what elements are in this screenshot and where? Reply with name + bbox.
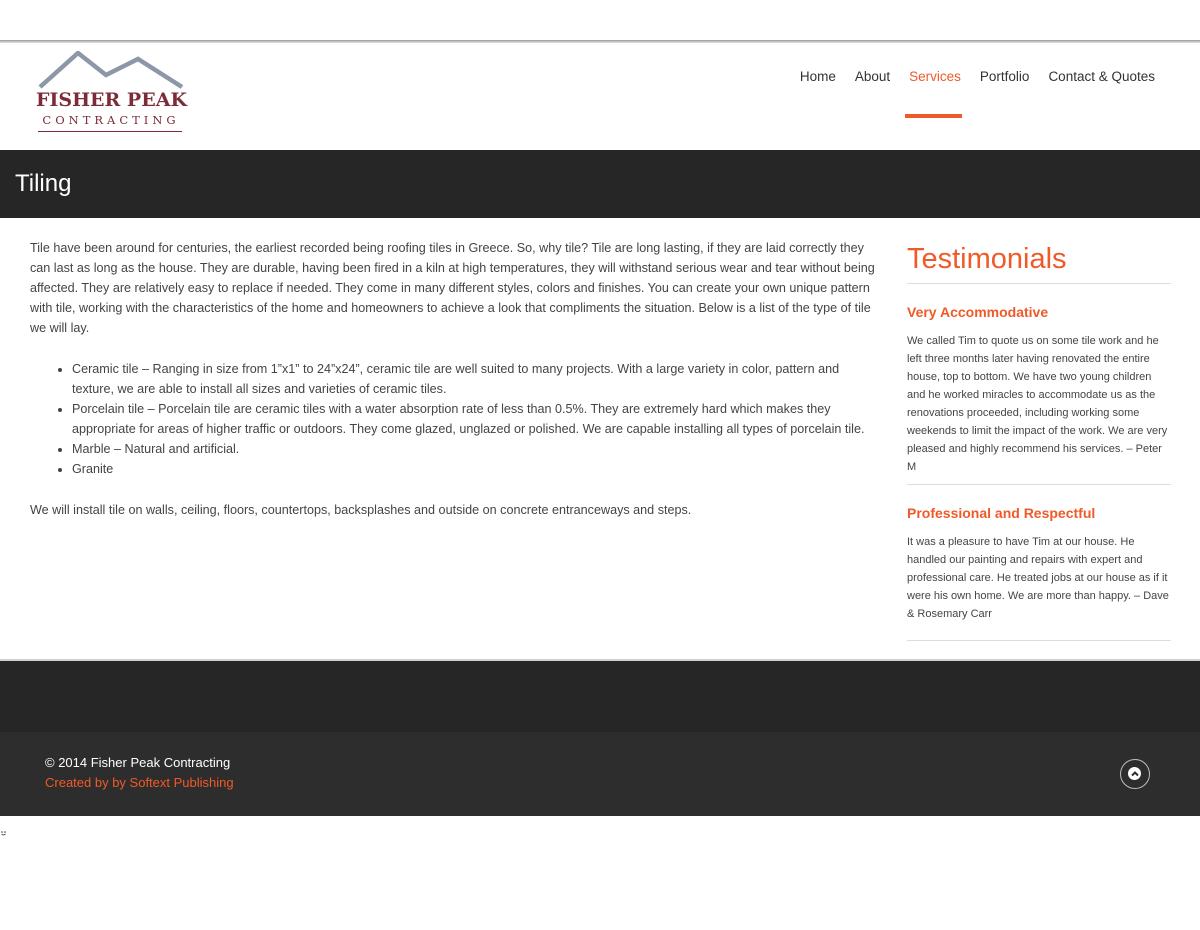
credit-link[interactable]: Created by by Softext Publishing: [45, 775, 234, 790]
closing-paragraph: We will install tile on walls, ceiling, floors, countertops, backsplashes and outside on concrete entranceways and steps.: [30, 503, 692, 517]
top-band: [0, 0, 1200, 40]
logo-underline: [38, 131, 182, 132]
mountain-roof-icon: [36, 51, 186, 91]
footer-widget-area: [0, 659, 1200, 732]
page-title-bar: [0, 150, 1200, 218]
main-nav: [781, 69, 1155, 84]
list-item: • Marble – Natural and artificial.: [72, 439, 880, 459]
testimonial-title: Very Accommodative: [907, 304, 1049, 320]
logo-subtitle: CONTRACTING: [42, 113, 180, 127]
divider: [907, 640, 1171, 641]
copyright-text: © 2014 Fisher Peak Contracting: [45, 755, 231, 770]
testimonials-heading: Testimonials: [907, 243, 1067, 275]
list-item: • Porcelain tile – Porcelain tile are ceramic tiles with a water absorption rate of less than 0.5%. They are extremely hard which makes they appropriate for areas of higher traffic or outdoors. They come glazed, unglazed or polished. We are capable installing all types of porcelain tile.: [72, 399, 880, 439]
main-content: [30, 238, 880, 541]
small-face-icon: [0, 822, 8, 830]
list-item: • Ceramic tile – Ranging in size from 1”x1” to 24”x24”, ceramic tile are well suited to many projects. With a large variety in color, pattern and texture, we are able to install all sizes and varieties of ceramic tiles.: [72, 359, 880, 399]
back-to-top-button[interactable]: [1120, 759, 1150, 789]
testimonial-text: We called Tim to quote us on some tile work and he left three months later having renovated the entire house, top to bottom. We have two young children and he worked miracles to accommodate us as the renovations proceeded, including working some weekends to limit the impact of the work. We are very pleased and highly recommend his services. – Peter M: [907, 335, 1168, 473]
chevron-up-icon: [1130, 769, 1140, 779]
site-logo[interactable]: [36, 51, 186, 131]
list-item: • Granite: [72, 459, 880, 479]
footer-copyright-block: [45, 753, 234, 793]
testimonials-sidebar: [907, 240, 1171, 641]
nav-item-about[interactable]: About: [854, 69, 891, 84]
nav-item-contact-quotes[interactable]: Contact & Quotes: [1048, 69, 1155, 84]
site-footer: [0, 732, 1200, 816]
tile-type-list: [72, 359, 880, 479]
site-header: [0, 43, 1200, 150]
testimonial-text: It was a pleasure to have Tim at our house. He handled our painting and repairs with expert and professional care. He treated jobs at our house as if it were his own home. We are more than happy. – Dave & Rosemary Carr: [907, 536, 1169, 620]
intro-paragraph: Tile have been around for centuries, the earliest recorded being roofing tiles in Greece. So, why tile? Tile are long lasting, if they are laid correctly they can last as long as the house. They are durable, having been fired in a kiln at high temperatures, they will withstand serious wear and tear without being affected. They are relatively easy to replace if needed. They come in many different styles, colors and finishes. You can create your own unique pattern with tile, working with the characteristics of the home and homeowners to achieve a look that compliments the situation. Below is a list of the type of tile we will lay.: [30, 241, 875, 335]
nav-item-home[interactable]: Home: [799, 69, 836, 84]
testimonial: [907, 485, 1171, 626]
testimonial: [907, 284, 1171, 479]
nav-item-portfolio[interactable]: Portfolio: [979, 69, 1030, 84]
testimonial-title: Professional and Respectful: [907, 505, 1096, 521]
logo-name: FISHER PEAK: [36, 89, 187, 111]
nav-item-services[interactable]: Services: [909, 69, 961, 84]
page-title: Tiling: [15, 170, 72, 197]
